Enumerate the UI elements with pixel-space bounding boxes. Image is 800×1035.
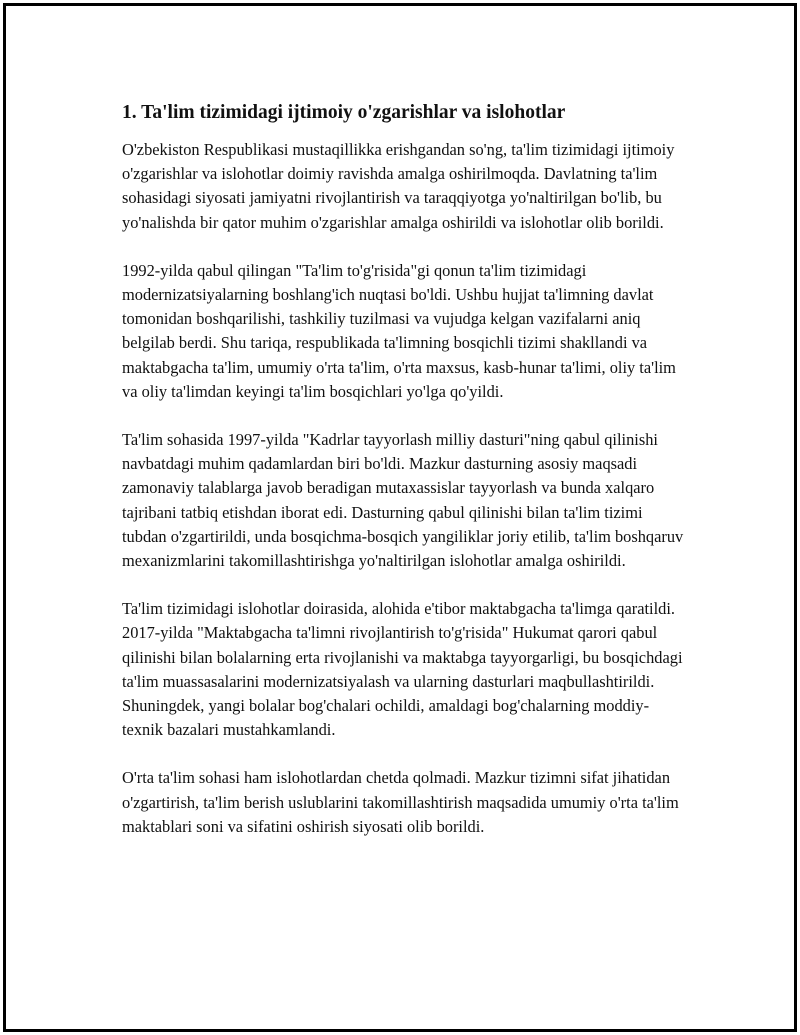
paragraph-3: Ta'lim sohasida 1997-yilda "Kadrlar tayyorlash milliy dasturi"ning qabul qilinishi navbatdagi muhim qadamlardan biri bo'ldi. Mazkur dasturning asosiy maqsadi zamonaviy talablarga javob beradigan mutaxassislar tayyorlash va bunda xalqaro tajribani tatbiq etishdan iborat edi. Dasturning qabul qilinishi bilan ta'lim tizimi tubdan o'zgartirildi, unda bosqichma-bosqich yangiliklar joriy etilib, ta'lim boshqaruv mexanizmlarini takomillashtirishga yo'naltirilgan islohotlar amalga oshirildi. xyxy=(122,430,684,571)
document-body xyxy=(122,100,688,863)
paragraph-1: O'zbekiston Respublikasi mustaqillikka erishgandan so'ng, ta'lim tizimidagi ijtimoiy o'zgarishlar va islohotlar doimiy ravishda amalga oshirilmoqda. Davlatning ta'lim sohasidagi siyosati jamiyatni rivojlantirish va taraqqiyotga yo'naltirilgan bo'lib, bu yo'nalishda bir qator muhim o'zgarishlar amalga oshirildi va islohotlar olib borildi. xyxy=(122,140,675,232)
section-heading: 1. Ta'lim tizimidagi ijtimoiy o'zgarishlar va islohotlar xyxy=(122,102,566,123)
paragraph-4: Ta'lim tizimidagi islohotlar doirasida, alohida e'tibor maktabgacha ta'limga qaratildi. 2017-yilda "Maktabgacha ta'limni rivojlantirish to'g'risida" Hukumat qarori qabul qilinishi bilan bolalarning erta rivojlanishi va maktabga tayyorgarligi, bu bosqichdagi ta'lim muassasalarini modernizatsiyalash va ularning dasturlari maqbullashtirildi. Shuningdek, yangi bolalar bog'chalari ochildi, amaldagi bog'chalarning moddiy-texnik bazalari mustahkamlandi. xyxy=(122,599,683,740)
page-frame xyxy=(3,3,797,1032)
paragraph-5: O'rta ta'lim sohasi ham islohotlardan chetda qolmadi. Mazkur tizimni sifat jihatidan o'zgartirish, ta'lim berish uslublarini takomillashtirish maqsadida umumiy o'rta ta'lim maktablari soni va sifatini oshirish siyosati olib borildi. xyxy=(122,768,679,836)
paragraph-2: 1992-yilda qabul qilingan "Ta'lim to'g'risida"gi qonun ta'lim tizimidagi modernizatsiyalarning boshlang'ich nuqtasi bo'ldi. Ushbu hujjat ta'limning davlat tomonidan boshqarilishi, tashkiliy tuzilmasi va vujudga kelgan vazifalarni aniq belgilab berdi. Shu tariqa, respublikada ta'limning bosqichli tizimi shakllandi va maktabgacha ta'lim, umumiy o'rta ta'lim, o'rta maxsus, kasb-hunar ta'limi, oliy ta'lim va oliy ta'limdan keyingi ta'lim bosqichlari yo'lga qo'yildi. xyxy=(122,260,676,401)
